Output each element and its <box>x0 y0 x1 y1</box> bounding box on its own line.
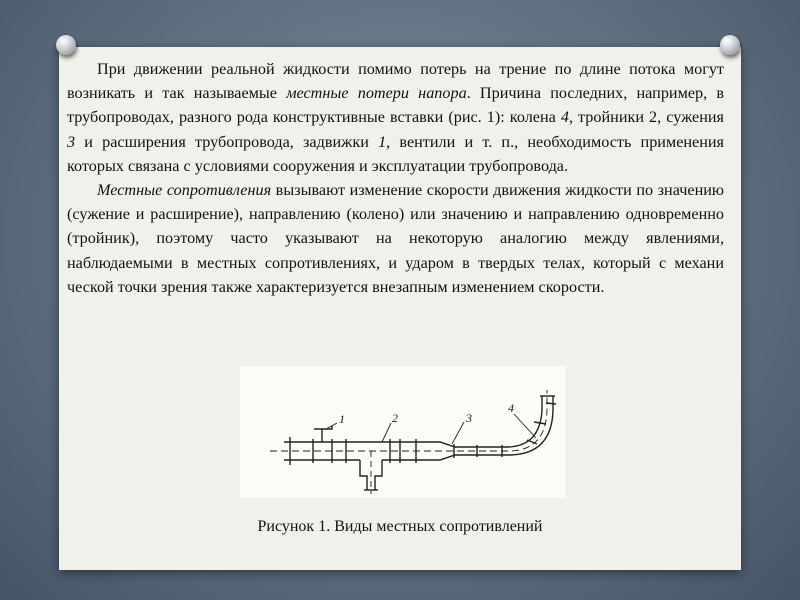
leader-lines <box>326 414 536 444</box>
flanges <box>290 403 556 465</box>
figure-label-2: 2 <box>392 411 398 425</box>
slide-text <box>67 57 724 299</box>
figure-label-1: 1 <box>339 412 345 426</box>
figure-label-3: 3 <box>466 411 472 425</box>
term-local-resistances: Местные сопротивления <box>97 181 272 200</box>
pushpin-icon <box>720 35 740 55</box>
figure-caption: Рисунок 1. Виды местных сопротивлений <box>257 518 543 535</box>
pipe-top-edge <box>284 396 542 447</box>
pushpin-icon <box>56 35 76 55</box>
pipeline-drawing <box>240 366 566 498</box>
paragraph-2: Местные сопротивления вызывают изменение скорости движения жидкости по значению (сужение и расширение), направлению (колено) или значению и направлению одновременно (тройник), поэтому часто указывают на некоторую аналогию между явлениями, наблюдаемыми в местных сопротивлениях, и ударом в твердых телах, который с механи ческой точки зрения также характеризуется внезапным изменением скорости. <box>67 181 724 296</box>
valve-stem <box>314 426 332 442</box>
figure-label-4: 4 <box>508 401 514 415</box>
paragraph-1: При движении реальной жидкости помимо потерь на трение по длине потока могут возникать и так называемые местные потери напора. Причина последних, например, в трубопроводах, разного рода конструктивные вставки (рис. 1): колена 4, тройники 2, сужения 3 и расширения трубопровода, задвижки 1, вентили и т. п., необходимость применения которых связана с условиями сооружения и эксплуатации трубопровода. <box>67 60 724 175</box>
term-local-head-losses: местные потери напора <box>286 84 467 103</box>
pipeline-figure <box>240 366 566 498</box>
